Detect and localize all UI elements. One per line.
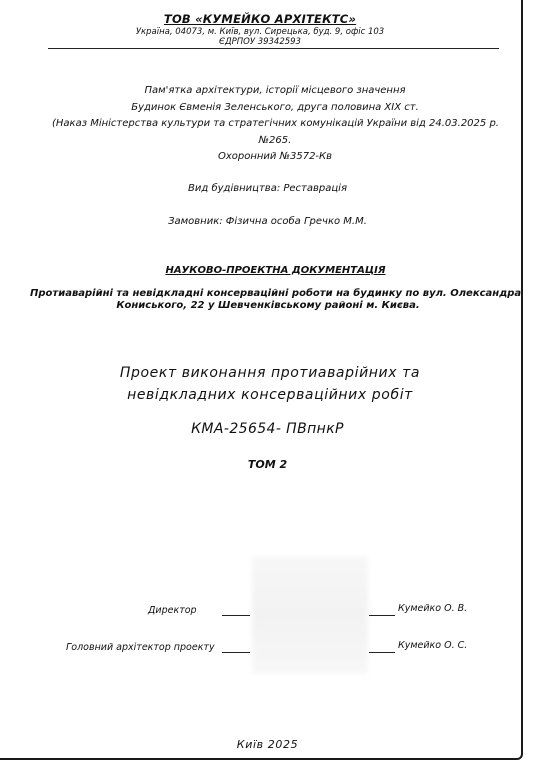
monument-order-number: №265. — [258, 134, 292, 146]
works-description-line: Протиаварійні та невідкладні консерваційні роботи на будинку по вул. Олександра — [30, 288, 522, 299]
director-name: Кумейко О. В. — [398, 603, 468, 614]
company-name: ТОВ «КУМЕЙКО АРХІТЕКТС» — [163, 12, 357, 26]
signature-line — [222, 652, 250, 653]
project-title-line: Проект виконання протиаварійних та — [119, 365, 421, 381]
customer: Замовник: Фізична особа Гречко М.М. — [168, 216, 367, 227]
monument-protection-number: Охоронний №3572-Кв — [217, 151, 333, 162]
project-code: КМА-25654- ПВпнкР — [191, 421, 344, 437]
signature-line — [369, 615, 395, 616]
company-edrpou: ЄДРПОУ 39342593 — [219, 37, 301, 47]
construction-type: Вид будівництва: Реставрація — [188, 183, 347, 194]
works-description — [30, 288, 522, 311]
monument-info — [52, 83, 498, 166]
project-title — [0, 362, 535, 406]
director-label: Директор — [148, 605, 197, 616]
monument-status: Пам'ятка архітектури, історії місцевого значення — [144, 85, 406, 96]
signature-line — [222, 615, 250, 616]
company-address — [0, 27, 520, 47]
city-year: Київ 2025 — [236, 738, 299, 751]
header-divider — [48, 48, 499, 49]
chief-architect-label: Головний архітектор проекту — [66, 642, 215, 653]
volume-number: ТОМ 2 — [247, 458, 288, 471]
monument-order: (Наказ Міністерства культури та стратегічних комунікацій України від 24.03.2025 р. — [52, 118, 499, 129]
documentation-type: НАУКОВО-ПРОЕКТНА ДОКУМЕНТАЦІЯ — [165, 265, 386, 276]
company-address-line: Україна, 04073, м. Київ, вул. Сирецька, буд. 9, офіс 103 — [135, 27, 385, 37]
signature-line — [369, 652, 395, 653]
redacted-signature-area — [252, 556, 368, 674]
monument-building: Будинок Євменія Зеленського, друга половина XIX ст. — [131, 101, 419, 113]
works-description-line: Кониського, 22 у Шевченківському районі м. Києва. — [116, 299, 420, 311]
chief-architect-name: Кумейко О. С. — [398, 640, 468, 651]
project-title-line: невідкладних консерваційних робіт — [127, 387, 413, 403]
